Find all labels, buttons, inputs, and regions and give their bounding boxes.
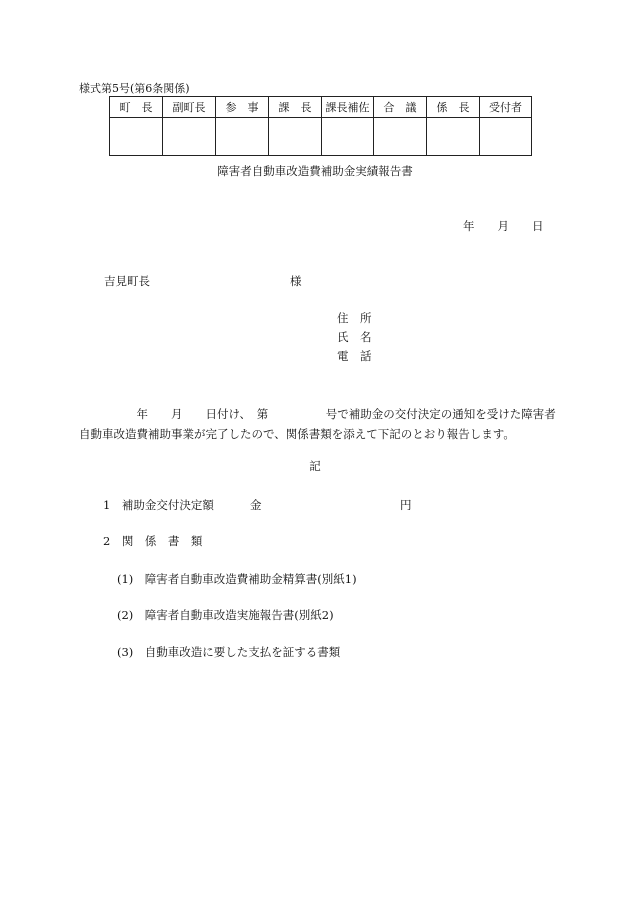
header-assistant-chief: 課長補佐	[322, 97, 374, 118]
phone-label: 電 話	[337, 349, 372, 363]
document-title: 障害者自動車改造費補助金実績報告書	[217, 164, 413, 178]
stamp-cell-consultation[interactable]	[374, 118, 427, 156]
header-deputy-mayor: 副町長	[163, 97, 216, 118]
name-label: 氏 名	[337, 330, 372, 344]
addressee: 吉見町長	[104, 274, 150, 288]
document-item: (2) 障害者自動車改造実施報告書(別紙2)	[117, 608, 334, 622]
report-body-text: 年 月 日付け、 第 号で補助金の交付決定の通知を受けた障害者自動車改造費補助事業が完了したので、関係書類を添えて下記のとおり報告します。	[79, 407, 556, 441]
address-label: 住 所	[337, 311, 372, 325]
stamp-cell-assistant-chief[interactable]	[322, 118, 374, 156]
header-councilor: 参 事	[216, 97, 269, 118]
stamp-cell-section-chief[interactable]	[269, 118, 322, 156]
grant-amount-label: 1 補助金交付決定額	[103, 498, 214, 512]
stamp-cell-receiver[interactable]	[480, 118, 532, 156]
related-documents-label: 2 関 係 書 類	[103, 534, 203, 548]
form-number: 様式第5号(第6条関係)	[79, 82, 190, 95]
header-receiver: 受付者	[480, 97, 532, 118]
stamp-cell-mayor[interactable]	[110, 118, 163, 156]
ki-heading: 記	[309, 459, 321, 473]
header-section-chief: 課 長	[269, 97, 322, 118]
date-line: 年 月 日	[463, 219, 544, 233]
stamp-cell-deputy-mayor[interactable]	[163, 118, 216, 156]
kin-label: 金	[250, 498, 262, 512]
stamp-cell-subsection-chief[interactable]	[427, 118, 480, 156]
header-mayor: 町 長	[110, 97, 163, 118]
document-item: (1) 障害者自動車改造費補助金精算書(別紙1)	[117, 572, 357, 586]
document-item: (3) 自動車改造に要した支払を証する書類	[117, 645, 341, 659]
stamp-cell-councilor[interactable]	[216, 118, 269, 156]
approval-stamp-table	[109, 96, 532, 156]
header-consultation: 合 議	[374, 97, 427, 118]
honorific: 様	[290, 274, 302, 288]
header-subsection-chief: 係 長	[427, 97, 480, 118]
yen-label: 円	[400, 498, 412, 512]
